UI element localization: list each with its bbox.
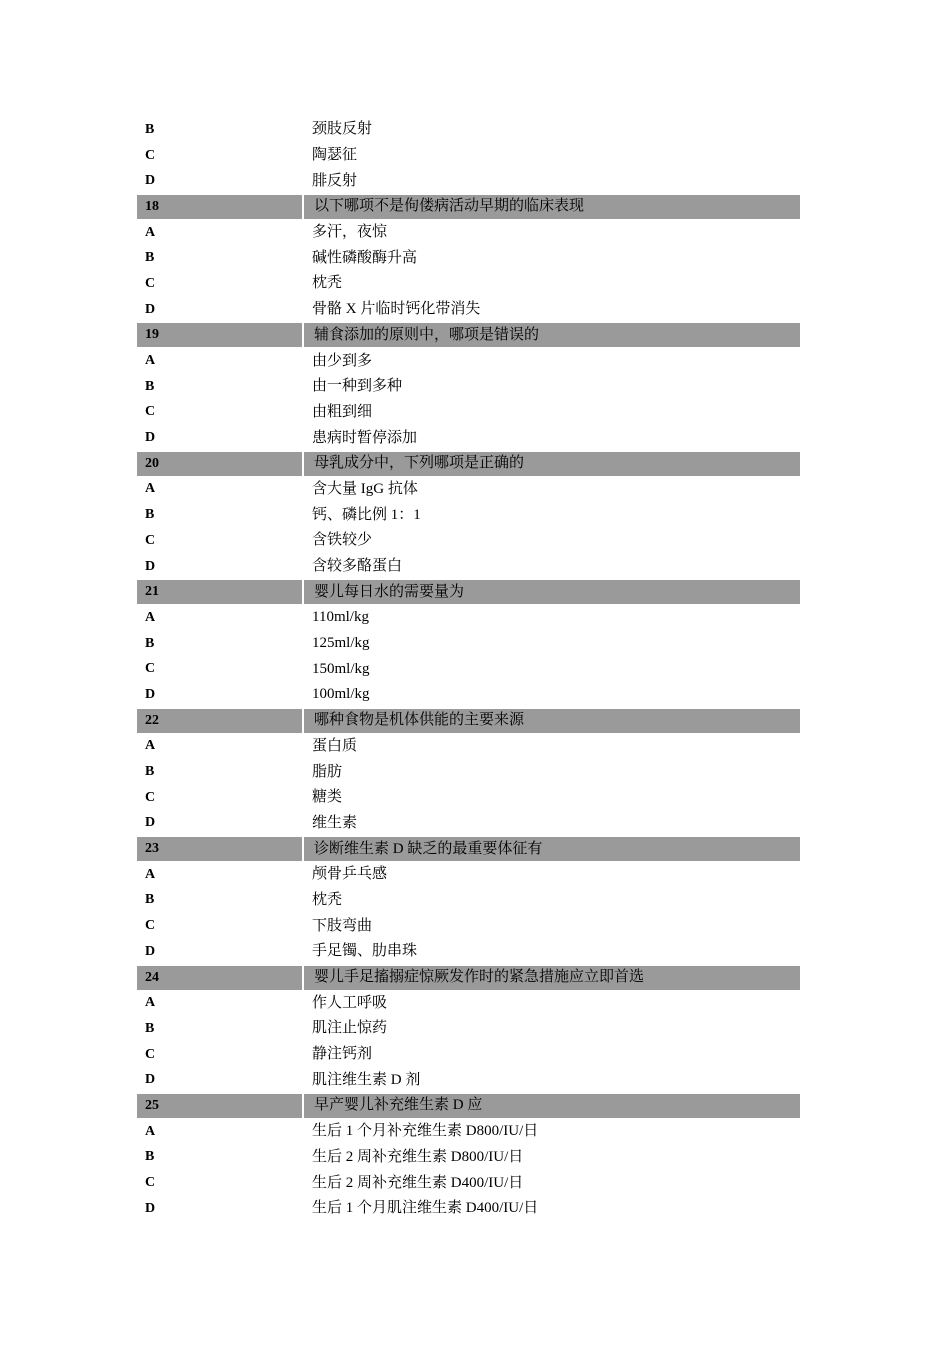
option-row xyxy=(137,168,800,194)
option-text: 生后 1 个月肌注维生素 D400/IU/日 xyxy=(312,1200,539,1217)
question-text: 哪种食物是机体供能的主要来源 xyxy=(304,709,800,733)
option-row xyxy=(137,502,800,528)
question-text: 婴儿手足搐搦症惊厥发作时的紧急措施应立即首选 xyxy=(304,966,800,990)
option-row xyxy=(137,734,800,760)
option-row xyxy=(137,888,800,914)
option-text: 生后 2 周补充维生素 D800/IU/日 xyxy=(312,1148,524,1165)
option-row xyxy=(137,477,800,503)
question-text: 辅食添加的原则中，哪项是错误的 xyxy=(304,323,800,347)
option-letter: C xyxy=(145,918,156,934)
question-text: 早产婴儿补充维生素 D 应 xyxy=(304,1094,800,1118)
option-letter: B xyxy=(145,892,155,908)
option-letter: D xyxy=(145,1072,156,1088)
option-text: 110ml/kg xyxy=(312,609,369,626)
option-letter: A xyxy=(145,481,156,497)
option-text: 腓反射 xyxy=(312,172,358,189)
option-row xyxy=(137,271,800,297)
option-row xyxy=(137,811,800,837)
question-row xyxy=(137,966,800,990)
option-row xyxy=(137,245,800,271)
option-row xyxy=(137,528,800,554)
option-row xyxy=(137,785,800,811)
option-text: 下肢弯曲 xyxy=(312,917,373,934)
option-letter: C xyxy=(145,661,156,677)
option-letter: A xyxy=(145,224,156,240)
option-text: 静注钙剂 xyxy=(312,1046,373,1063)
option-letter: D xyxy=(145,301,156,317)
option-text: 含铁较少 xyxy=(312,532,373,549)
option-text: 由少到多 xyxy=(312,352,373,369)
option-letter: A xyxy=(145,1123,156,1139)
option-letter: A xyxy=(145,609,156,625)
option-letter: A xyxy=(145,995,156,1011)
option-text: 枕秃 xyxy=(312,891,343,908)
question-row xyxy=(137,837,800,861)
question-row xyxy=(137,195,800,219)
option-text: 患病时暂停添加 xyxy=(312,429,418,446)
option-row xyxy=(137,759,800,785)
option-letter: A xyxy=(145,353,156,369)
option-text: 蛋白质 xyxy=(312,737,358,754)
option-row xyxy=(137,1067,800,1093)
option-row xyxy=(137,1170,800,1196)
option-text: 枕秃 xyxy=(312,275,343,292)
option-row xyxy=(137,990,800,1016)
option-letter: D xyxy=(145,1200,156,1216)
option-row xyxy=(137,348,800,374)
option-row xyxy=(137,913,800,939)
option-text: 碱性磷酸酶升高 xyxy=(312,249,418,266)
option-row xyxy=(137,400,800,426)
question-number: 24 xyxy=(137,966,302,990)
option-text: 含大量 IgG 抗体 xyxy=(312,480,418,497)
option-text: 颅骨乒乓感 xyxy=(312,866,388,883)
option-row xyxy=(137,631,800,657)
option-row xyxy=(137,374,800,400)
option-text: 维生素 xyxy=(312,814,358,831)
question-number: 21 xyxy=(137,580,302,604)
option-row xyxy=(137,1196,800,1222)
option-text: 生后 2 周补充维生素 D400/IU/日 xyxy=(312,1174,524,1191)
option-letter: B xyxy=(145,250,155,266)
question-row xyxy=(137,323,800,347)
option-text: 125ml/kg xyxy=(312,635,370,652)
option-text: 150ml/kg xyxy=(312,660,370,677)
option-row xyxy=(137,1016,800,1042)
option-letter: A xyxy=(145,738,156,754)
option-letter: B xyxy=(145,378,155,394)
option-text: 钙、磷比例 1：1 xyxy=(312,506,421,523)
option-row xyxy=(137,143,800,169)
option-letter: D xyxy=(145,815,156,831)
option-letter: C xyxy=(145,532,156,548)
option-letter: B xyxy=(145,635,155,651)
option-text: 陶瑟征 xyxy=(312,147,358,164)
question-row xyxy=(137,1094,800,1118)
option-letter: B xyxy=(145,1149,155,1165)
option-text: 多汗，夜惊 xyxy=(312,224,388,241)
option-letter: B xyxy=(145,507,155,523)
option-text: 手足镯、肋串珠 xyxy=(312,943,418,960)
question-table xyxy=(137,117,800,1222)
question-number: 23 xyxy=(137,837,302,861)
option-letter: B xyxy=(145,764,155,780)
option-text: 肌注维生素 D 剂 xyxy=(312,1071,421,1088)
option-row xyxy=(137,425,800,451)
option-letter: D xyxy=(145,430,156,446)
option-letter: D xyxy=(145,173,156,189)
option-row xyxy=(137,862,800,888)
question-row xyxy=(137,580,800,604)
question-number: 25 xyxy=(137,1094,302,1118)
option-row xyxy=(137,682,800,708)
option-row xyxy=(137,554,800,580)
option-text: 含较多酪蛋白 xyxy=(312,558,403,575)
option-text: 肌注止惊药 xyxy=(312,1020,388,1037)
option-letter: D xyxy=(145,686,156,702)
question-text: 母乳成分中，下列哪项是正确的 xyxy=(304,452,800,476)
question-number: 19 xyxy=(137,323,302,347)
option-letter: C xyxy=(145,147,156,163)
option-text: 脂肪 xyxy=(312,763,343,780)
option-letter: C xyxy=(145,1046,156,1062)
option-text: 颈肢反射 xyxy=(312,121,373,138)
question-text: 以下哪项不是佝偻病活动早期的临床表现 xyxy=(304,195,800,219)
option-letter: A xyxy=(145,866,156,882)
question-row xyxy=(137,709,800,733)
option-row xyxy=(137,117,800,143)
option-row xyxy=(137,220,800,246)
option-row xyxy=(137,605,800,631)
option-text: 由粗到细 xyxy=(312,403,373,420)
option-letter: B xyxy=(145,121,155,137)
option-row xyxy=(137,1042,800,1068)
option-letter: C xyxy=(145,275,156,291)
option-row xyxy=(137,1119,800,1145)
question-row xyxy=(137,452,800,476)
option-letter: C xyxy=(145,789,156,805)
question-text: 诊断维生素 D 缺乏的最重要体征有 xyxy=(304,837,800,861)
question-number: 20 xyxy=(137,452,302,476)
question-number: 22 xyxy=(137,709,302,733)
option-letter: B xyxy=(145,1020,155,1036)
option-text: 作人工呼吸 xyxy=(312,994,388,1011)
option-row xyxy=(137,939,800,965)
option-text: 糖类 xyxy=(312,789,343,806)
option-text: 生后 1 个月补充维生素 D800/IU/日 xyxy=(312,1123,539,1140)
option-text: 由一种到多种 xyxy=(312,378,403,395)
question-number: 18 xyxy=(137,195,302,219)
option-letter: C xyxy=(145,1175,156,1191)
option-row xyxy=(137,1145,800,1171)
option-letter: C xyxy=(145,404,156,420)
option-text: 100ml/kg xyxy=(312,686,370,703)
option-text: 骨骼 X 片临时钙化带消失 xyxy=(312,301,481,318)
question-text: 婴儿每日水的需要量为 xyxy=(304,580,800,604)
option-row xyxy=(137,297,800,323)
option-row xyxy=(137,656,800,682)
option-letter: D xyxy=(145,558,156,574)
option-letter: D xyxy=(145,943,156,959)
